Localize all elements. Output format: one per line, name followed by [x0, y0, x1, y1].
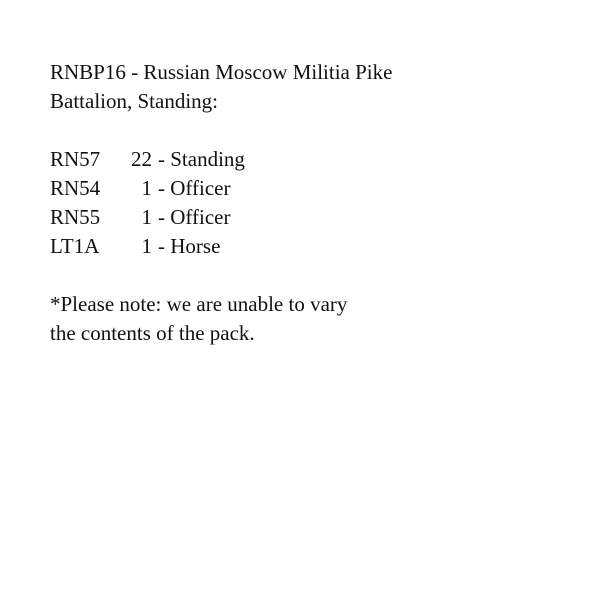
pack-item-lt1a	[50, 232, 570, 261]
pack-item-rn54	[50, 174, 570, 203]
pack-note	[50, 290, 570, 348]
item-quantity: 22	[131, 147, 152, 171]
item-description: - Officer	[158, 205, 231, 229]
pack-title-line-2: Battalion, Standing:	[50, 89, 218, 113]
item-code: RN54	[50, 176, 101, 200]
spacer	[50, 261, 570, 290]
item-code: RN55	[50, 205, 101, 229]
product-description	[50, 58, 570, 348]
spacer	[50, 116, 570, 145]
item-description: - Standing	[158, 147, 245, 171]
pack-note-line-2: the contents of the pack.	[50, 321, 255, 345]
item-quantity: 1	[141, 176, 152, 200]
item-description: - Officer	[158, 176, 231, 200]
pack-note-line-1: *Please note: we are unable to vary	[50, 292, 348, 316]
item-quantity: 1	[141, 205, 152, 229]
item-code: LT1A	[50, 234, 100, 258]
item-quantity: 1	[141, 234, 152, 258]
item-code: RN57	[50, 147, 101, 171]
pack-contents-list	[50, 145, 570, 261]
pack-item-rn57	[50, 145, 570, 174]
pack-title	[50, 58, 570, 116]
item-description: - Horse	[158, 234, 221, 258]
pack-title-line-1: RNBP16 - Russian Moscow Militia Pike	[50, 60, 393, 84]
pack-item-rn55	[50, 203, 570, 232]
